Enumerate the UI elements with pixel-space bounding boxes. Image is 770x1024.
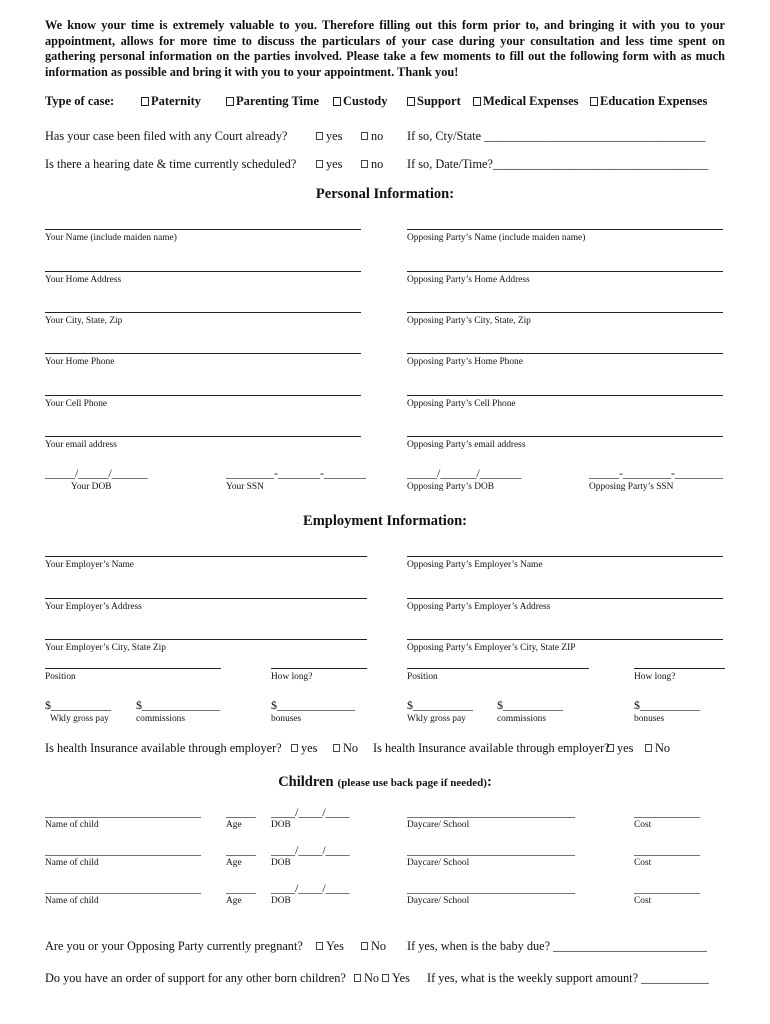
op-employer-name-line[interactable] — [407, 556, 723, 557]
field-label: Opposing Party’s email address — [407, 440, 526, 450]
option-label: Custody — [343, 94, 388, 108]
op-home-phone-line[interactable] — [407, 353, 723, 354]
support-amount-field[interactable]: If yes, what is the weekly support amount? ___________ — [427, 971, 709, 985]
yes-label: yes — [326, 129, 343, 143]
hearing-date-time-field[interactable]: If so, Date/Time?___________________________________ — [407, 157, 709, 171]
op-employer-address-line[interactable] — [407, 598, 723, 599]
field-label: Wkly gross pay — [50, 714, 109, 724]
op-bonuses-field[interactable]: $__________ — [634, 698, 700, 712]
support-order-no-checkbox[interactable] — [354, 971, 379, 986]
op-how-long-line[interactable] — [634, 668, 725, 669]
no-label: No — [655, 741, 671, 755]
children-title: Children — [278, 774, 334, 790]
your-position-line[interactable] — [45, 668, 221, 669]
hearing-question: Is there a hearing date & time currently scheduled? — [45, 157, 297, 171]
op-dob-field[interactable]: _____/______/_______ — [407, 466, 522, 480]
op-insurance-yes-checkbox[interactable] — [607, 741, 633, 756]
checkbox-paternity[interactable] — [141, 94, 201, 109]
child-1-age-field[interactable]: _____ — [226, 805, 256, 819]
checkbox-education-expenses[interactable] — [590, 94, 707, 109]
checkbox-icon — [333, 744, 340, 752]
checkbox-icon — [226, 97, 234, 106]
your-how-long-line[interactable] — [271, 668, 367, 669]
field-label: Your Home Address — [45, 275, 122, 285]
pregnant-no-checkbox[interactable] — [361, 939, 386, 954]
filed-no-checkbox[interactable] — [361, 129, 383, 144]
field-label: commissions — [136, 714, 185, 724]
your-home-phone-line[interactable] — [45, 353, 361, 354]
field-label: Your Name (include maiden name) — [45, 233, 177, 243]
insurance-question: Is health Insurance available through employer? — [45, 741, 282, 755]
support-order-yes-checkbox[interactable] — [382, 971, 410, 986]
field-label: Age — [226, 858, 242, 868]
option-label: Medical Expenses — [483, 94, 579, 108]
checkbox-icon — [316, 132, 323, 140]
field-label: Cost — [634, 858, 652, 868]
filed-yes-checkbox[interactable] — [316, 129, 342, 144]
field-label: Opposing Party’s Employer’s City, State ZIP — [407, 643, 576, 653]
your-employer-address-line[interactable] — [45, 598, 367, 599]
op-insurance-no-checkbox[interactable] — [645, 741, 670, 756]
field-label: Wkly gross pay — [407, 714, 466, 724]
pregnant-yes-checkbox[interactable] — [316, 939, 344, 954]
insurance-yes-checkbox[interactable] — [291, 741, 317, 756]
op-ssn-field[interactable]: _____-________-________ — [589, 466, 723, 480]
field-label: Name of child — [45, 858, 99, 868]
your-bonuses-field[interactable]: $_____________ — [271, 698, 355, 712]
yes-label: yes — [326, 157, 343, 171]
your-employer-name-line[interactable] — [45, 556, 367, 557]
child-2-cost-field[interactable]: ___________ — [634, 843, 700, 857]
field-label: Position — [407, 672, 438, 682]
field-label: DOB — [271, 820, 291, 830]
child-3-name-field[interactable]: __________________________ — [45, 881, 201, 895]
your-email-line[interactable] — [45, 436, 361, 437]
field-label: Daycare/ School — [407, 858, 470, 868]
children-colon: : — [486, 774, 492, 790]
your-dob-field[interactable]: _____/_____/______ — [45, 466, 148, 480]
child-3-school-field[interactable]: ____________________________ — [407, 881, 575, 895]
field-label: Opposing Party’s SSN — [589, 482, 674, 492]
hearing-yes-checkbox[interactable] — [316, 157, 342, 172]
yes-label: Yes — [326, 939, 344, 953]
option-label: Paternity — [151, 94, 201, 108]
checkbox-icon — [141, 97, 149, 106]
support-order-question: Do you have an order of support for any other born children? — [45, 971, 346, 985]
field-label: Your Employer’s Name — [45, 560, 134, 570]
op-position-line[interactable] — [407, 668, 589, 669]
case-type-label: Type of case: — [45, 94, 115, 108]
checkbox-parenting-time[interactable] — [226, 94, 319, 109]
op-city-line[interactable] — [407, 312, 723, 313]
hearing-no-checkbox[interactable] — [361, 157, 383, 172]
checkbox-icon — [645, 744, 652, 752]
field-label: Opposing Party’s City, State, Zip — [407, 316, 531, 326]
intro-paragraph: We know your time is extremely valuable to you. Therefore filling out this form prior to, and bringing it with you to your appointment, allows for more time to discuss the particulars of your case during your consultation and less time spent on gathering personal information on the parties involved. Please take a few moments to fill out the following form with as much information as possible and bring it with you to your appointment. Thank you! — [45, 18, 725, 79]
your-ssn-field[interactable]: ________-_______-_______ — [226, 466, 366, 480]
filed-county-state-field[interactable]: If so, Cty/State ____________________________________ — [407, 129, 706, 143]
child-1-dob-field[interactable]: ____/____/____ — [271, 805, 350, 819]
field-label: Your DOB — [71, 482, 112, 492]
field-label: Your Employer’s Address — [45, 602, 142, 612]
field-label: Your email address — [45, 440, 117, 450]
child-2-school-field[interactable]: ____________________________ — [407, 843, 575, 857]
field-label: Cost — [634, 820, 652, 830]
child-2-name-field[interactable]: __________________________ — [45, 843, 201, 857]
child-2-dob-field[interactable]: ____/____/____ — [271, 843, 350, 857]
field-label: Age — [226, 820, 242, 830]
field-label: Your Employer’s City, State Zip — [45, 643, 166, 653]
op-address-line[interactable] — [407, 271, 723, 272]
child-3-age-field[interactable]: _____ — [226, 881, 256, 895]
child-3-dob-field[interactable]: ____/____/____ — [271, 881, 350, 895]
op-name-line[interactable] — [407, 229, 723, 230]
field-label: Opposing Party’s Name (include maiden name) — [407, 233, 586, 243]
field-label: Name of child — [45, 820, 99, 830]
field-label: Your City, State, Zip — [45, 316, 123, 326]
field-label: How long? — [271, 672, 313, 682]
your-city-line[interactable] — [45, 312, 361, 313]
your-weekly-pay-field[interactable]: $__________ — [45, 698, 111, 712]
op-email-line[interactable] — [407, 436, 723, 437]
child-1-name-field[interactable]: __________________________ — [45, 805, 201, 819]
children-heading — [0, 773, 770, 791]
field-label: Position — [45, 672, 76, 682]
field-label: DOB — [271, 858, 291, 868]
field-label: Your SSN — [226, 482, 264, 492]
field-label: Your Cell Phone — [45, 399, 108, 409]
checkbox-icon — [361, 132, 368, 140]
no-label: No — [364, 971, 380, 985]
yes-label: yes — [301, 741, 318, 755]
checkbox-icon — [407, 97, 415, 106]
checkbox-icon — [382, 974, 389, 982]
field-label: Your Home Phone — [45, 357, 115, 367]
field-label: commissions — [497, 714, 546, 724]
checkbox-icon — [316, 942, 323, 950]
checkbox-medical-expenses[interactable] — [473, 94, 578, 109]
field-label: Opposing Party’s Home Phone — [407, 357, 523, 367]
filed-question: Has your case been filed with any Court already? — [45, 129, 288, 143]
option-label: Education Expenses — [600, 94, 708, 108]
field-label: Age — [226, 896, 242, 906]
op-insurance-question: Is health Insurance available through employer? — [373, 741, 610, 755]
personal-info-heading: Personal Information: — [315, 186, 455, 202]
yes-label: yes — [617, 741, 634, 755]
option-label: Parenting Time — [236, 94, 319, 108]
field-label: Daycare/ School — [407, 896, 470, 906]
checkbox-icon — [590, 97, 598, 106]
field-label: Opposing Party’s DOB — [407, 482, 494, 492]
field-label: bonuses — [634, 714, 665, 724]
pregnant-question: Are you or your Opposing Party currently pregnant? — [45, 939, 303, 953]
child-2-age-field[interactable]: _____ — [226, 843, 256, 857]
checkbox-support[interactable] — [407, 94, 461, 109]
field-label: Opposing Party’s Cell Phone — [407, 399, 516, 409]
op-weekly-pay-field[interactable]: $__________ — [407, 698, 473, 712]
op-commissions-field[interactable]: $__________ — [497, 698, 563, 712]
checkbox-icon — [354, 974, 361, 982]
no-label: no — [371, 157, 384, 171]
your-name-line[interactable] — [45, 229, 361, 230]
field-label: DOB — [271, 896, 291, 906]
field-label: Name of child — [45, 896, 99, 906]
field-label: How long? — [634, 672, 676, 682]
child-3-cost-field[interactable]: ___________ — [634, 881, 700, 895]
child-1-school-field[interactable]: ____________________________ — [407, 805, 575, 819]
field-label: Daycare/ School — [407, 820, 470, 830]
field-label: Opposing Party’s Employer’s Address — [407, 602, 551, 612]
yes-label: Yes — [392, 971, 410, 985]
no-label: No — [371, 939, 387, 953]
field-label: bonuses — [271, 714, 302, 724]
checkbox-icon — [361, 160, 368, 168]
checkbox-icon — [333, 97, 341, 106]
no-label: no — [371, 129, 384, 143]
your-cell-phone-line[interactable] — [45, 395, 361, 396]
checkbox-icon — [607, 744, 614, 752]
insurance-no-checkbox[interactable] — [333, 741, 358, 756]
your-employer-city-line[interactable] — [45, 639, 367, 640]
no-label: No — [343, 741, 359, 755]
employment-info-heading: Employment Information: — [303, 513, 467, 529]
op-cell-phone-line[interactable] — [407, 395, 723, 396]
child-1-cost-field[interactable]: ___________ — [634, 805, 700, 819]
checkbox-custody[interactable] — [333, 94, 387, 109]
field-label: Opposing Party’s Home Address — [407, 275, 530, 285]
checkbox-icon — [473, 97, 481, 106]
children-note: (please use back page if needed) — [337, 777, 487, 789]
checkbox-icon — [361, 942, 368, 950]
due-date-field[interactable]: If yes, when is the baby due? _________________________ — [407, 939, 707, 953]
field-label: Cost — [634, 896, 652, 906]
your-address-line[interactable] — [45, 271, 361, 272]
option-label: Support — [417, 94, 461, 108]
field-label: Opposing Party’s Employer’s Name — [407, 560, 543, 570]
your-commissions-field[interactable]: $_____________ — [136, 698, 220, 712]
op-employer-city-line[interactable] — [407, 639, 723, 640]
checkbox-icon — [316, 160, 323, 168]
checkbox-icon — [291, 744, 298, 752]
